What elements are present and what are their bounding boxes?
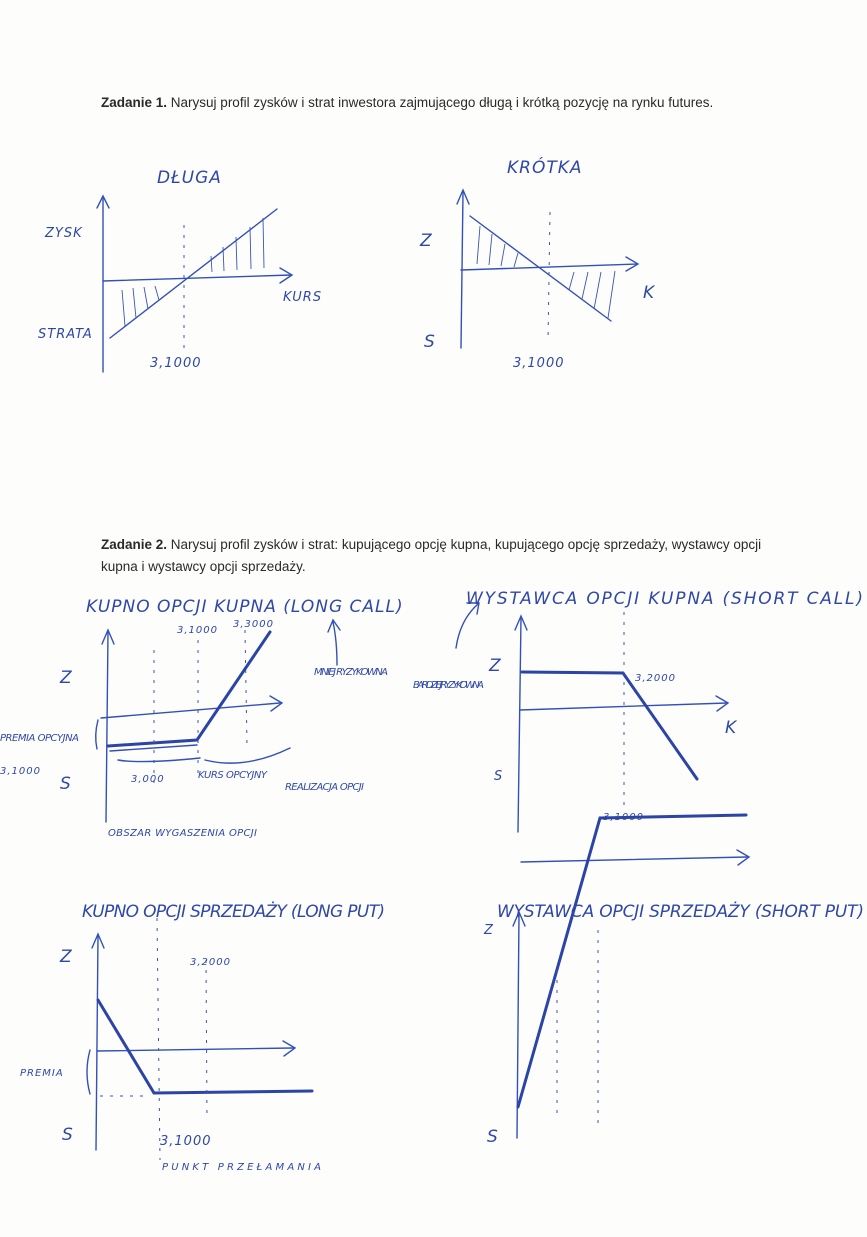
title: KRÓTKA: [507, 158, 583, 178]
y-bottom-label: STRATA: [38, 327, 93, 342]
price-b: 3,1000: [603, 812, 644, 823]
price-a: 3,2000: [190, 957, 231, 968]
expiry-label: OBSZAR WYGASZENIA OPCJI: [108, 828, 258, 839]
payoff-line: [518, 815, 746, 1107]
y-top-label: Z: [420, 231, 433, 251]
title: DŁUGA: [157, 168, 222, 188]
price-b: 3,1000: [160, 1134, 212, 1149]
y-bottom-label: S: [60, 774, 72, 794]
sketch-long-put: [20, 901, 386, 1173]
task-2-text: Narysuj profil zysków i strat: kupującego opcję kupna, kupującego opcję sprzedaży, wystawcy opcji kupna i wystawcy opcji sprzedaży.: [101, 537, 762, 574]
x-axis: [521, 857, 747, 862]
y-top-label: ZYSK: [45, 226, 83, 241]
premium-brace: [87, 1050, 90, 1094]
title: KUPNO OPCJI SPRZEDAŻY (LONG PUT): [82, 902, 386, 922]
y-top-label: Z: [60, 668, 73, 688]
y-top-label: Z: [484, 923, 494, 938]
sketch-short-put: [483, 815, 865, 1147]
price-label: 3,1000: [513, 356, 565, 371]
y-axis: [96, 936, 98, 1150]
strike-value: 3,000: [131, 774, 165, 785]
title: WYSTAWCA OPCJI KUPNA (SHORT CALL): [466, 589, 864, 609]
price-label: 3,1000: [150, 356, 202, 371]
sketch-long-futures: [38, 168, 322, 372]
more-risky-label: BARDZIEJ RYZYKOWNA: [413, 680, 485, 691]
task-1-text: Narysuj profil zysków i strat inwestora zajmującego długą i krótką pozycję na rynku futures.: [170, 95, 714, 110]
strike-label: KURS OPCYJNY: [198, 770, 268, 781]
less-risky-label: MNIEJ RYZYKOWNA: [314, 667, 389, 678]
price-a: 3,1000: [177, 625, 218, 636]
loss-hatch: [122, 286, 159, 326]
premium-value: 3,1000: [0, 766, 41, 777]
y-top-label: Z: [60, 947, 73, 967]
x-axis: [101, 703, 280, 718]
payoff-line: [98, 1000, 312, 1093]
sketch-short-futures: [419, 156, 656, 371]
breakpoint-label: PUNKT PRZEŁAMANIA: [162, 1162, 322, 1173]
profit-hatch: [211, 218, 264, 272]
sketch-short-call: [413, 589, 864, 832]
guide-1: [157, 918, 160, 1160]
payoff-line: [108, 632, 270, 746]
y-top-label: Z: [489, 656, 502, 676]
annotation-arrow: [328, 620, 340, 665]
price-a: 3,2000: [635, 673, 676, 684]
y-bottom-label: S: [487, 1127, 499, 1147]
x-axis-label: KURS: [283, 290, 323, 305]
y-bottom-label: S: [62, 1125, 74, 1145]
profit-line: [110, 209, 277, 338]
task-1-label: Zadanie 1.: [101, 95, 168, 110]
task-2-label: Zadanie 2.: [101, 537, 168, 552]
y-axis: [518, 618, 521, 832]
premium-label: PREMIA: [20, 1068, 64, 1079]
guide-2: [206, 960, 207, 1120]
y-bottom-label: S: [494, 769, 504, 784]
y-bottom-label: S: [424, 332, 436, 352]
y-axis: [106, 632, 108, 822]
title: KUPNO OPCJI KUPNA (LONG CALL): [86, 597, 404, 617]
premium-label: PREMIA OPCYJNA: [0, 733, 80, 744]
x-axis-label: K: [725, 718, 738, 738]
sketch-long-call: [0, 597, 404, 839]
guide-3: [245, 630, 247, 745]
price-b: 3,3000: [233, 619, 274, 630]
payoff-line: [522, 672, 697, 779]
x-axis: [103, 275, 291, 281]
annotation-arrow: [456, 603, 479, 648]
premium-brace: [96, 720, 98, 749]
exercise-label: REALIZACJA OPCJI: [285, 782, 365, 793]
region-brace: [118, 748, 290, 763]
title: WYSTAWCA OPCJI SPRZEDAŻY (SHORT PUT): [497, 902, 865, 922]
x-axis-label: K: [643, 283, 656, 303]
